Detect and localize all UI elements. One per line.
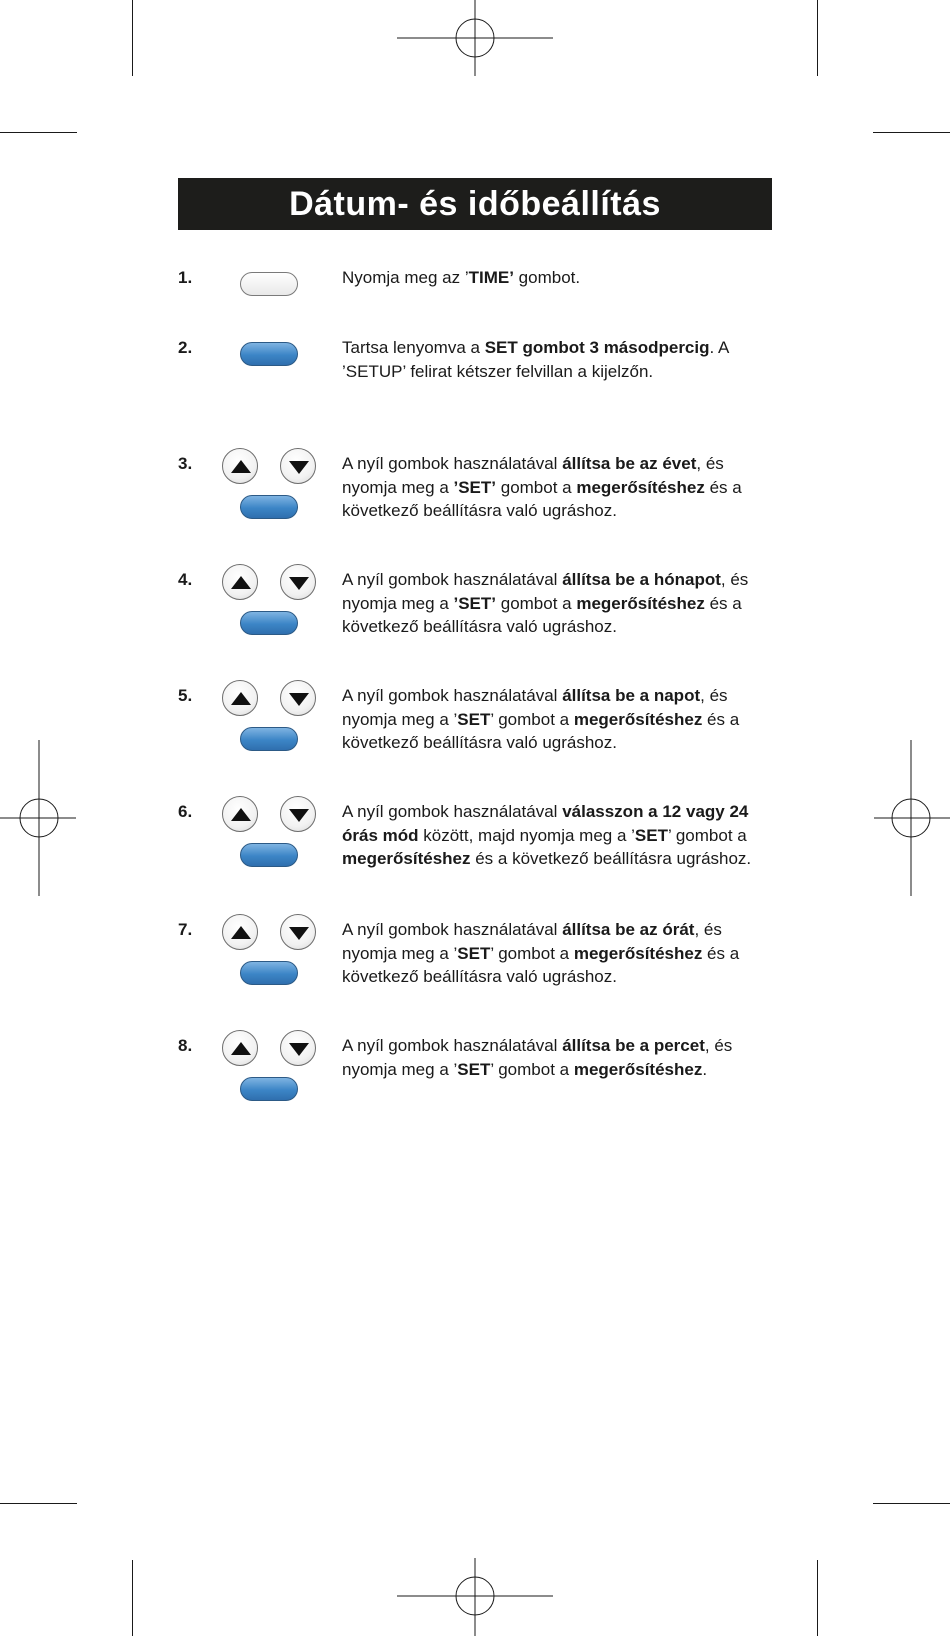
emphasis-text: SET (457, 1059, 491, 1079)
instruction-text: A nyíl gombok használatával (342, 802, 563, 821)
instruction-text: között, majd nyomja meg a ’ (418, 825, 635, 845)
emphasis-text: válasszon a 12 vagy 24 órás mód (342, 802, 749, 845)
crop-mark (817, 1560, 818, 1636)
emphasis-text: ’SET’ (453, 593, 497, 613)
step-number: 5. (178, 686, 193, 705)
instruction-text: és a következő beállításra való ugráshoz. (342, 943, 740, 986)
instruction-text: ’ gombot a (667, 825, 747, 845)
instruction-text: Nyomja meg az ’ (342, 268, 469, 287)
instruction-text: A nyíl gombok használatával (342, 570, 563, 589)
down-arrow-button-icon[interactable] (280, 564, 316, 600)
step-instruction (342, 452, 772, 523)
time-button[interactable] (240, 272, 298, 296)
emphasis-text: megerősítéshez (576, 477, 705, 497)
crop-mark (0, 1503, 77, 1504)
down-arrow-button-icon[interactable] (280, 796, 316, 832)
emphasis-text: SET (457, 943, 491, 963)
crop-mark (873, 132, 950, 133)
instruction-text: és a következő beállításra ugráshoz. (470, 849, 752, 868)
emphasis-text: állítsa be a percet (562, 1036, 705, 1055)
up-arrow-button-icon[interactable] (222, 796, 258, 832)
crop-mark (817, 0, 818, 76)
step-instruction (342, 568, 772, 639)
instruction-text: gombot. (513, 268, 581, 287)
step-number: 7. (178, 920, 193, 939)
set-button[interactable] (240, 961, 298, 985)
instruction-text: ’ gombot a (490, 1059, 574, 1079)
instruction-text: , és nyomja meg a (342, 454, 724, 497)
step-number: 3. (178, 454, 193, 473)
instruction-text: , és nyomja meg a ’ (342, 1036, 733, 1079)
registration-mark-right (872, 740, 950, 896)
instruction-text: Tartsa lenyomva a (342, 338, 485, 357)
step-number: 4. (178, 570, 193, 589)
up-arrow-button-icon[interactable] (222, 564, 258, 600)
down-arrow-button-icon[interactable] (280, 680, 316, 716)
set-button[interactable] (240, 611, 298, 635)
emphasis-text: megerősítéshez (573, 709, 703, 729)
emphasis-text: SET gombot 3 másodpercig (484, 338, 710, 357)
step-number: 2. (178, 338, 193, 357)
instruction-text: . A ’SETUP’ felirat kétszer felvillan a kijelzőn. (342, 338, 729, 381)
instruction-text: A nyíl gombok használatával (342, 686, 563, 705)
instruction-text: és a következő beállításra való ugráshoz. (342, 593, 742, 636)
crop-mark (0, 132, 77, 133)
down-arrow-button-icon[interactable] (280, 914, 316, 950)
set-button[interactable] (240, 495, 298, 519)
registration-mark-left (0, 740, 78, 896)
step-instruction (342, 800, 772, 871)
instruction-text: , és nyomja meg a ’ (342, 920, 722, 963)
step-instruction (342, 266, 772, 290)
emphasis-text: állítsa be az évet (562, 454, 697, 473)
set-button[interactable] (240, 342, 298, 366)
up-arrow-button-icon[interactable] (222, 448, 258, 484)
emphasis-text: megerősítéshez (573, 1059, 703, 1079)
instruction-text: , és nyomja meg a ’ (342, 686, 728, 729)
up-arrow-button-icon[interactable] (222, 1030, 258, 1066)
set-button[interactable] (240, 843, 298, 867)
emphasis-text: megerősítéshez (342, 849, 471, 868)
instruction-text: . (702, 1059, 708, 1079)
emphasis-text: megerősítéshez (576, 593, 705, 613)
instruction-text: ’ gombot a (490, 943, 574, 963)
instruction-text: gombot a (496, 593, 577, 613)
step-instruction (342, 336, 772, 383)
instruction-text: és a következő beállításra való ugráshoz. (342, 477, 742, 520)
emphasis-text: TIME’ (468, 268, 514, 287)
instruction-text: ’ gombot a (490, 709, 574, 729)
instruction-text: gombot a (496, 477, 577, 497)
instruction-text: A nyíl gombok használatával (342, 454, 563, 473)
emphasis-text: állítsa be az órát (562, 920, 695, 939)
emphasis-text: SET (457, 709, 491, 729)
registration-mark-top (397, 0, 553, 78)
up-arrow-button-icon[interactable] (222, 914, 258, 950)
registration-mark-bottom (397, 1558, 553, 1636)
crop-mark (132, 1560, 133, 1636)
step-number: 6. (178, 802, 193, 821)
emphasis-text: állítsa be a napot (562, 686, 701, 705)
down-arrow-button-icon[interactable] (280, 1030, 316, 1066)
crop-mark (132, 0, 133, 76)
step-instruction (342, 1034, 772, 1081)
instruction-text: és a következő beállításra való ugráshoz. (342, 709, 740, 752)
page-title: Dátum- és időbeállítás (178, 178, 772, 230)
emphasis-text: megerősítéshez (573, 943, 703, 963)
instruction-text: , és nyomja meg a (342, 570, 749, 613)
emphasis-text: SET (634, 825, 668, 845)
emphasis-text: ’SET’ (453, 477, 497, 497)
set-button[interactable] (240, 1077, 298, 1101)
step-number: 1. (178, 268, 193, 287)
instruction-text: A nyíl gombok használatával (342, 1036, 563, 1055)
instruction-text: A nyíl gombok használatával (342, 920, 563, 939)
step-instruction (342, 918, 772, 989)
down-arrow-button-icon[interactable] (280, 448, 316, 484)
up-arrow-button-icon[interactable] (222, 680, 258, 716)
emphasis-text: állítsa be a hónapot (562, 570, 721, 589)
step-number: 8. (178, 1036, 193, 1055)
set-button[interactable] (240, 727, 298, 751)
crop-mark (873, 1503, 950, 1504)
step-instruction (342, 684, 772, 755)
